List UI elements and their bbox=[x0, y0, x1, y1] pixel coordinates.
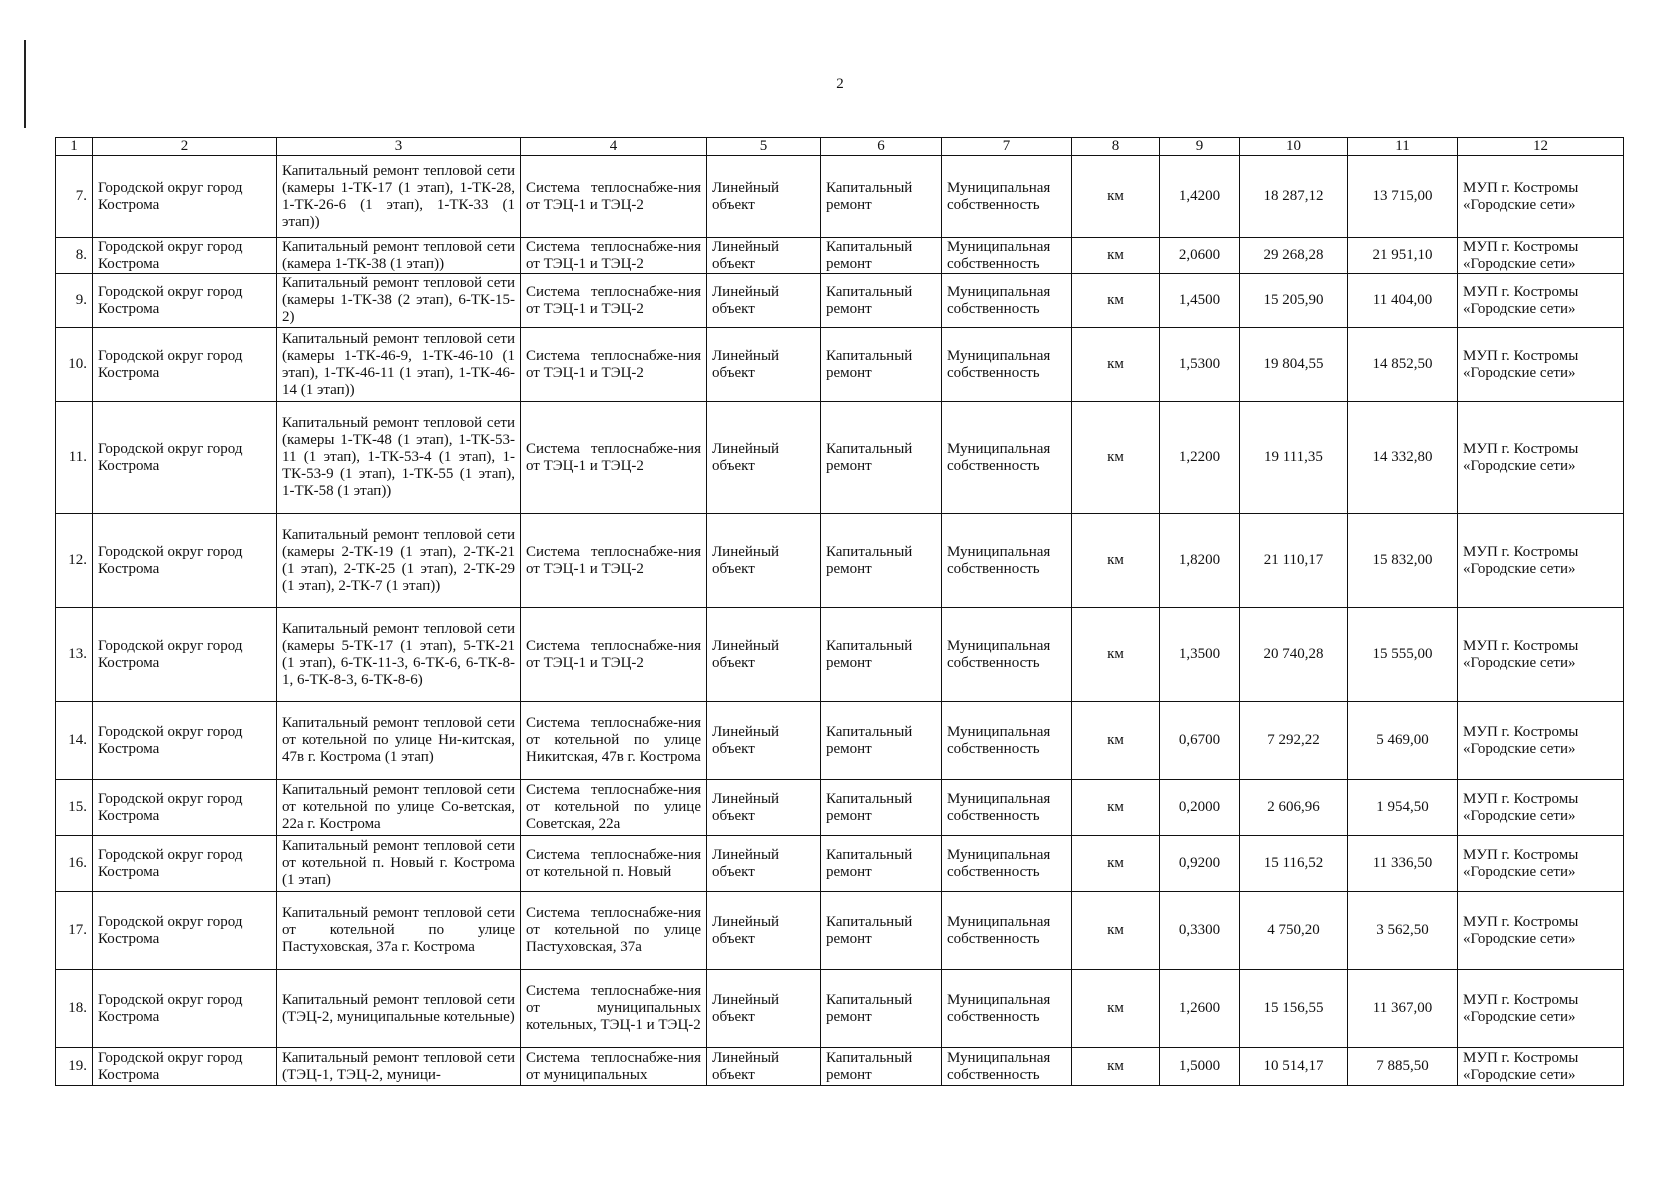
cell-num: 8. bbox=[56, 238, 93, 274]
cell-system: Система теплоснабже-ния от ТЭЦ-1 и ТЭЦ-2 bbox=[521, 156, 707, 238]
cell-type: Линейный объект bbox=[707, 702, 821, 780]
cell-work: Капитальный ремонт bbox=[821, 608, 942, 702]
cell-type: Линейный объект bbox=[707, 274, 821, 328]
cell-operator: МУП г. Костромы «Городские сети» bbox=[1458, 836, 1624, 892]
cell-cost: 19 111,35 bbox=[1240, 402, 1348, 514]
cell-cost: 10 514,17 bbox=[1240, 1048, 1348, 1086]
cell-type: Линейный объект bbox=[707, 970, 821, 1048]
cell-territory: Городской округ город Кострома bbox=[93, 402, 277, 514]
cell-ownership: Муниципальная собственность bbox=[942, 402, 1072, 514]
cell-system: Система теплоснабже-ния от котельной по улице Советская, 22а bbox=[521, 780, 707, 836]
cell-territory: Городской округ город Кострома bbox=[93, 274, 277, 328]
column-number-7: 7 bbox=[942, 138, 1072, 156]
cell-cost: 15 205,90 bbox=[1240, 274, 1348, 328]
cell-territory: Городской округ город Кострома bbox=[93, 156, 277, 238]
cell-unit: км bbox=[1072, 892, 1160, 970]
cell-type: Линейный объект bbox=[707, 238, 821, 274]
table-row bbox=[56, 892, 1624, 970]
cell-unit: км bbox=[1072, 514, 1160, 608]
cell-type: Линейный объект bbox=[707, 514, 821, 608]
cell-name: Капитальный ремонт тепловой сети (камера 1-ТК-38 (1 этап)) bbox=[277, 238, 521, 274]
table-body bbox=[56, 138, 1624, 1086]
cell-type: Линейный объект bbox=[707, 780, 821, 836]
cell-cost: 15 156,55 bbox=[1240, 970, 1348, 1048]
table-row bbox=[56, 238, 1624, 274]
cell-cost: 4 750,20 bbox=[1240, 892, 1348, 970]
cell-ownership: Муниципальная собственность bbox=[942, 514, 1072, 608]
table-row bbox=[56, 836, 1624, 892]
cell-unit: км bbox=[1072, 402, 1160, 514]
cell-operator: МУП г. Костромы «Городские сети» bbox=[1458, 970, 1624, 1048]
cell-territory: Городской округ город Кострома bbox=[93, 780, 277, 836]
cell-work: Капитальный ремонт bbox=[821, 836, 942, 892]
cell-ownership: Муниципальная собственность bbox=[942, 156, 1072, 238]
cell-length: 1,3500 bbox=[1160, 608, 1240, 702]
cell-length: 0,6700 bbox=[1160, 702, 1240, 780]
cell-funding: 7 885,50 bbox=[1348, 1048, 1458, 1086]
table-row bbox=[56, 1048, 1624, 1086]
cell-funding: 3 562,50 bbox=[1348, 892, 1458, 970]
column-number-10: 10 bbox=[1240, 138, 1348, 156]
cell-type: Линейный объект bbox=[707, 156, 821, 238]
cell-name: Капитальный ремонт тепловой сети от котельной по улице Ни-китская, 47в г. Кострома (1 этап) bbox=[277, 702, 521, 780]
cell-ownership: Муниципальная собственность bbox=[942, 836, 1072, 892]
cell-num: 17. bbox=[56, 892, 93, 970]
column-number-5: 5 bbox=[707, 138, 821, 156]
column-number-8: 8 bbox=[1072, 138, 1160, 156]
cell-ownership: Муниципальная собственность bbox=[942, 1048, 1072, 1086]
cell-system: Система теплоснабже-ния от ТЭЦ-1 и ТЭЦ-2 bbox=[521, 328, 707, 402]
table-row bbox=[56, 970, 1624, 1048]
cell-territory: Городской округ город Кострома bbox=[93, 1048, 277, 1086]
cell-funding: 14 332,80 bbox=[1348, 402, 1458, 514]
cell-system: Система теплоснабже-ния от ТЭЦ-1 и ТЭЦ-2 bbox=[521, 402, 707, 514]
cell-operator: МУП г. Костромы «Городские сети» bbox=[1458, 780, 1624, 836]
column-number-6: 6 bbox=[821, 138, 942, 156]
cell-territory: Городской округ город Кострома bbox=[93, 892, 277, 970]
cell-type: Линейный объект bbox=[707, 608, 821, 702]
cell-name: Капитальный ремонт тепловой сети от котельной по улице Пастуховская, 37а г. Кострома bbox=[277, 892, 521, 970]
column-number-11: 11 bbox=[1348, 138, 1458, 156]
table-row bbox=[56, 402, 1624, 514]
cell-name: Капитальный ремонт тепловой сети (камеры 1-ТК-46-9, 1-ТК-46-10 (1 этап), 1-ТК-46-11 (1 этап), 1-ТК-46-14 (1 этап)) bbox=[277, 328, 521, 402]
cell-funding: 15 832,00 bbox=[1348, 514, 1458, 608]
cell-length: 2,0600 bbox=[1160, 238, 1240, 274]
cell-unit: км bbox=[1072, 780, 1160, 836]
cell-num: 10. bbox=[56, 328, 93, 402]
cell-ownership: Муниципальная собственность bbox=[942, 970, 1072, 1048]
cell-operator: МУП г. Костромы «Городские сети» bbox=[1458, 608, 1624, 702]
cell-work: Капитальный ремонт bbox=[821, 702, 942, 780]
cell-num: 18. bbox=[56, 970, 93, 1048]
cell-operator: МУП г. Костромы «Городские сети» bbox=[1458, 402, 1624, 514]
cell-work: Капитальный ремонт bbox=[821, 1048, 942, 1086]
cell-length: 1,2200 bbox=[1160, 402, 1240, 514]
cell-work: Капитальный ремонт bbox=[821, 156, 942, 238]
cell-unit: км bbox=[1072, 156, 1160, 238]
cell-operator: МУП г. Костромы «Городские сети» bbox=[1458, 238, 1624, 274]
cell-ownership: Муниципальная собственность bbox=[942, 328, 1072, 402]
cell-operator: МУП г. Костромы «Городские сети» bbox=[1458, 514, 1624, 608]
cell-system: Система теплоснабже-ния от котельной по улице Никитская, 47в г. Кострома bbox=[521, 702, 707, 780]
cell-territory: Городской округ город Кострома bbox=[93, 970, 277, 1048]
table-row bbox=[56, 780, 1624, 836]
cell-work: Капитальный ремонт bbox=[821, 970, 942, 1048]
column-number-9: 9 bbox=[1160, 138, 1240, 156]
cell-cost: 15 116,52 bbox=[1240, 836, 1348, 892]
cell-ownership: Муниципальная собственность bbox=[942, 702, 1072, 780]
cell-type: Линейный объект bbox=[707, 328, 821, 402]
cell-unit: км bbox=[1072, 1048, 1160, 1086]
cell-cost: 21 110,17 bbox=[1240, 514, 1348, 608]
cell-num: 16. bbox=[56, 836, 93, 892]
cell-territory: Городской округ город Кострома bbox=[93, 836, 277, 892]
cell-length: 0,9200 bbox=[1160, 836, 1240, 892]
cell-unit: км bbox=[1072, 328, 1160, 402]
cell-cost: 29 268,28 bbox=[1240, 238, 1348, 274]
cell-length: 1,5300 bbox=[1160, 328, 1240, 402]
cell-work: Капитальный ремонт bbox=[821, 402, 942, 514]
cell-ownership: Муниципальная собственность bbox=[942, 608, 1072, 702]
cell-type: Линейный объект bbox=[707, 402, 821, 514]
table-row bbox=[56, 156, 1624, 238]
cell-ownership: Муниципальная собственность bbox=[942, 238, 1072, 274]
cell-work: Капитальный ремонт bbox=[821, 238, 942, 274]
cell-length: 0,3300 bbox=[1160, 892, 1240, 970]
table-row bbox=[56, 274, 1624, 328]
cell-length: 1,4500 bbox=[1160, 274, 1240, 328]
cell-unit: км bbox=[1072, 608, 1160, 702]
cell-ownership: Муниципальная собственность bbox=[942, 892, 1072, 970]
cell-length: 1,8200 bbox=[1160, 514, 1240, 608]
cell-work: Капитальный ремонт bbox=[821, 892, 942, 970]
cell-ownership: Муниципальная собственность bbox=[942, 274, 1072, 328]
cell-system: Система теплоснабже-ния от котельной по улице Пастуховская, 37а bbox=[521, 892, 707, 970]
table-row bbox=[56, 514, 1624, 608]
cell-work: Капитальный ремонт bbox=[821, 780, 942, 836]
cell-cost: 19 804,55 bbox=[1240, 328, 1348, 402]
cell-funding: 1 954,50 bbox=[1348, 780, 1458, 836]
cell-unit: км bbox=[1072, 970, 1160, 1048]
cell-operator: МУП г. Костромы «Городские сети» bbox=[1458, 328, 1624, 402]
column-number-2: 2 bbox=[93, 138, 277, 156]
cell-territory: Городской округ город Кострома bbox=[93, 702, 277, 780]
cell-cost: 7 292,22 bbox=[1240, 702, 1348, 780]
cell-system: Система теплоснабже-ния от муниципальных котельных, ТЭЦ-1 и ТЭЦ-2 bbox=[521, 970, 707, 1048]
cell-work: Капитальный ремонт bbox=[821, 514, 942, 608]
cell-num: 13. bbox=[56, 608, 93, 702]
cell-num: 12. bbox=[56, 514, 93, 608]
cell-name: Капитальный ремонт тепловой сети (камеры 5-ТК-17 (1 этап), 5-ТК-21 (1 этап), 6-ТК-11-3, 6-ТК-6, 6-ТК-8-1, 6-ТК-8-3, 6-ТК-8-6) bbox=[277, 608, 521, 702]
cell-length: 0,2000 bbox=[1160, 780, 1240, 836]
cell-system: Система теплоснабже-ния от муниципальных bbox=[521, 1048, 707, 1086]
cell-territory: Городской округ город Кострома bbox=[93, 608, 277, 702]
cell-num: 19. bbox=[56, 1048, 93, 1086]
cell-funding: 11 367,00 bbox=[1348, 970, 1458, 1048]
cell-name: Капитальный ремонт тепловой сети от котельной по улице Со-ветская, 22а г. Кострома bbox=[277, 780, 521, 836]
cell-funding: 14 852,50 bbox=[1348, 328, 1458, 402]
cell-operator: МУП г. Костромы «Городские сети» bbox=[1458, 274, 1624, 328]
cell-system: Система теплоснабже-ния от ТЭЦ-1 и ТЭЦ-2 bbox=[521, 274, 707, 328]
cell-operator: МУП г. Костромы «Городские сети» bbox=[1458, 1048, 1624, 1086]
table-row bbox=[56, 608, 1624, 702]
column-number-row bbox=[56, 138, 1624, 156]
cell-cost: 18 287,12 bbox=[1240, 156, 1348, 238]
column-number-1: 1 bbox=[56, 138, 93, 156]
column-number-3: 3 bbox=[277, 138, 521, 156]
cell-funding: 11 336,50 bbox=[1348, 836, 1458, 892]
cell-unit: км bbox=[1072, 836, 1160, 892]
cell-num: 7. bbox=[56, 156, 93, 238]
cell-name: Капитальный ремонт тепловой сети (камеры 1-ТК-48 (1 этап), 1-ТК-53-11 (1 этап), 1-ТК-53-4 (1 этап), 1-ТК-53-9 (1 этап), 1-ТК-55 (1 этап), 1-ТК-58 (1 этап)) bbox=[277, 402, 521, 514]
cell-work: Капитальный ремонт bbox=[821, 328, 942, 402]
cell-name: Капитальный ремонт тепловой сети (ТЭЦ-2, муниципальные котельные) bbox=[277, 970, 521, 1048]
cell-num: 14. bbox=[56, 702, 93, 780]
cell-length: 1,2600 bbox=[1160, 970, 1240, 1048]
cell-system: Система теплоснабже-ния от ТЭЦ-1 и ТЭЦ-2 bbox=[521, 608, 707, 702]
cell-name: Капитальный ремонт тепловой сети (камеры 1-ТК-38 (2 этап), 6-ТК-15-2) bbox=[277, 274, 521, 328]
cell-num: 15. bbox=[56, 780, 93, 836]
cell-name: Капитальный ремонт тепловой сети (камеры 1-ТК-17 (1 этап), 1-ТК-28, 1-ТК-26-6 (1 этап), 1-ТК-33 (1 этап)) bbox=[277, 156, 521, 238]
cell-territory: Городской округ город Кострома bbox=[93, 328, 277, 402]
cell-funding: 15 555,00 bbox=[1348, 608, 1458, 702]
cell-system: Система теплоснабже-ния от ТЭЦ-1 и ТЭЦ-2 bbox=[521, 238, 707, 274]
cell-operator: МУП г. Костромы «Городские сети» bbox=[1458, 702, 1624, 780]
column-number-12: 12 bbox=[1458, 138, 1624, 156]
cell-operator: МУП г. Костромы «Городские сети» bbox=[1458, 892, 1624, 970]
cell-unit: км bbox=[1072, 238, 1160, 274]
cell-type: Линейный объект bbox=[707, 836, 821, 892]
table-row bbox=[56, 702, 1624, 780]
cell-cost: 20 740,28 bbox=[1240, 608, 1348, 702]
page-number: 2 bbox=[836, 76, 844, 92]
cell-funding: 11 404,00 bbox=[1348, 274, 1458, 328]
cell-ownership: Муниципальная собственность bbox=[942, 780, 1072, 836]
cell-system: Система теплоснабже-ния от ТЭЦ-1 и ТЭЦ-2 bbox=[521, 514, 707, 608]
cell-name: Капитальный ремонт тепловой сети (камеры 2-ТК-19 (1 этап), 2-ТК-21 (1 этап), 2-ТК-25 (1 этап), 2-ТК-29 (1 этап), 2-ТК-7 (1 этап)) bbox=[277, 514, 521, 608]
cell-name: Капитальный ремонт тепловой сети (ТЭЦ-1, ТЭЦ-2, муници- bbox=[277, 1048, 521, 1086]
cell-unit: км bbox=[1072, 274, 1160, 328]
cell-num: 11. bbox=[56, 402, 93, 514]
cell-territory: Городской округ город Кострома bbox=[93, 238, 277, 274]
cell-cost: 2 606,96 bbox=[1240, 780, 1348, 836]
cell-length: 1,4200 bbox=[1160, 156, 1240, 238]
cell-funding: 13 715,00 bbox=[1348, 156, 1458, 238]
objects-table bbox=[55, 137, 1624, 1086]
cell-funding: 5 469,00 bbox=[1348, 702, 1458, 780]
table-row bbox=[56, 328, 1624, 402]
cell-unit: км bbox=[1072, 702, 1160, 780]
cell-type: Линейный объект bbox=[707, 892, 821, 970]
cell-num: 9. bbox=[56, 274, 93, 328]
cell-funding: 21 951,10 bbox=[1348, 238, 1458, 274]
cell-system: Система теплоснабже-ния от котельной п. Новый bbox=[521, 836, 707, 892]
cell-operator: МУП г. Костромы «Городские сети» bbox=[1458, 156, 1624, 238]
cell-work: Капитальный ремонт bbox=[821, 274, 942, 328]
cell-length: 1,5000 bbox=[1160, 1048, 1240, 1086]
column-number-4: 4 bbox=[521, 138, 707, 156]
cell-territory: Городской округ город Кострома bbox=[93, 514, 277, 608]
cell-type: Линейный объект bbox=[707, 1048, 821, 1086]
cell-name: Капитальный ремонт тепловой сети от котельной п. Новый г. Кострома (1 этап) bbox=[277, 836, 521, 892]
